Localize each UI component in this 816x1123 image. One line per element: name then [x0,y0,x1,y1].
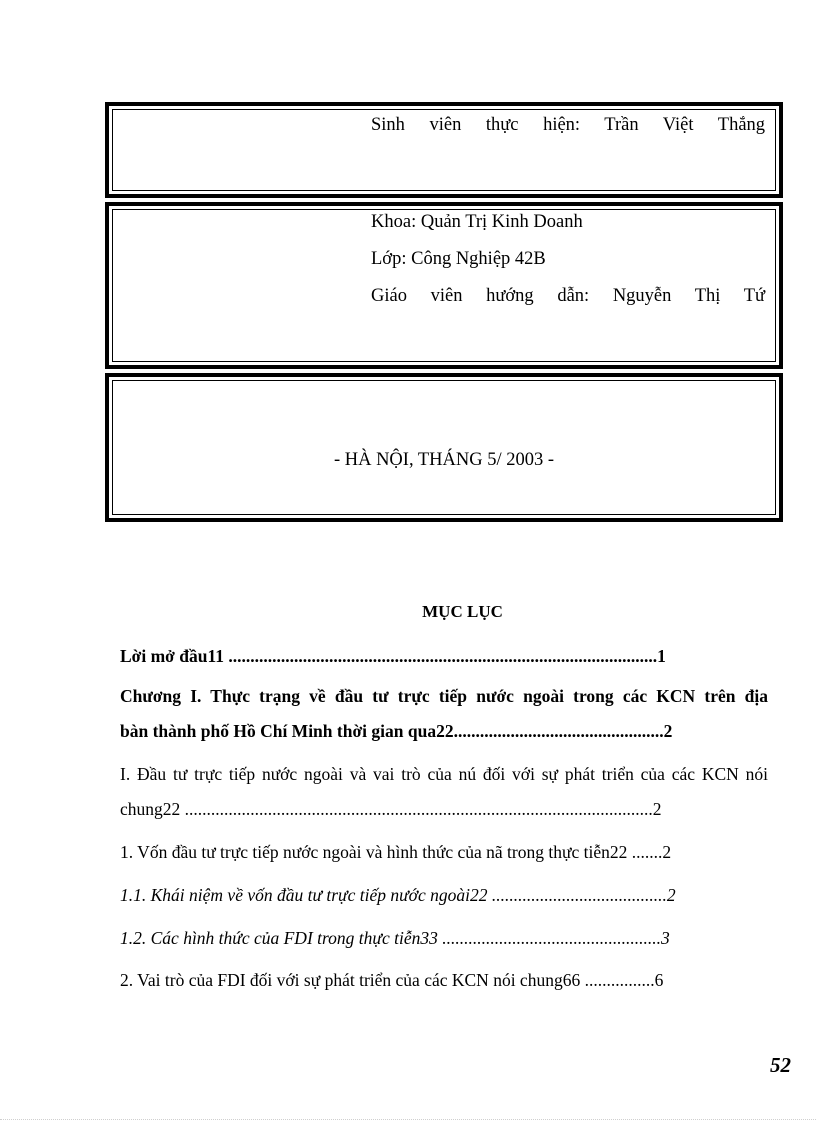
word: hướng [486,286,534,306]
class-line: Lớp: Công Nghiệp 42B [371,249,546,269]
word: Tứ [743,286,766,306]
cover-box-inner-border [112,380,776,515]
word: Giáo [371,286,407,306]
toc-title: MỤC LỤC [422,602,503,621]
word: Nguyễn [612,286,672,306]
word: viên [429,115,462,135]
word: hiện: [543,115,581,135]
toc-entry-1[interactable]: 1. Vốn đầu tư trực tiếp nước ngoài và hình thức của nã trong thực tiễn22 .......2 [120,842,672,862]
toc-entry-1-1[interactable]: 1.1. Khái niệm về vốn đầu tư trực tiếp nước ngoài22 ........................................2 [120,885,676,905]
page-bottom-divider [0,1119,816,1120]
toc-entry-1-2[interactable]: 1.2. Các hình thức của FDI trong thực tiễn33 ..................................................3 [120,928,670,948]
word: viên [430,286,463,306]
word: Việt [662,115,694,135]
student-line [371,116,765,134]
word: Thị [694,286,721,306]
toc-entry-intro[interactable]: Lời mở đầu11 ..................................................................................................1 [120,646,666,666]
toc-entry-chapter1-line2[interactable]: bàn thành phố Hồ Chí Minh thời gian qua22................................................2 [120,721,673,741]
word: Thắng [717,115,766,135]
toc-entry-section1-line2[interactable]: chung22 ...........................................................................................................2 [120,799,662,819]
cover-box-date [105,373,783,522]
page-number: 52 [770,1053,791,1077]
faculty-line: Khoa: Quản Trị Kinh Doanh [371,212,583,232]
word: Sinh [371,115,405,135]
advisor-line [371,287,765,305]
word: Trần [604,115,639,135]
place-date: - HÀ NỘI, THÁNG 5/ 2003 - [333,450,555,470]
toc-entry-2[interactable]: 2. Vai trò của FDI đối với sự phát triển của các KCN nói chung66 ................6 [120,970,664,990]
word: thực [485,115,519,135]
toc-entry-chapter1-line1[interactable]: Chương I. Thực trạng về đầu tư trực tiếp nước ngoài trong các KCN trên địa [120,686,768,706]
toc-entry-section1-line1[interactable]: I. Đầu tư trực tiếp nước ngoài và vai trò của nú đối với sự phát triển của các KCN nói [120,764,768,784]
word: dẫn: [557,286,590,306]
